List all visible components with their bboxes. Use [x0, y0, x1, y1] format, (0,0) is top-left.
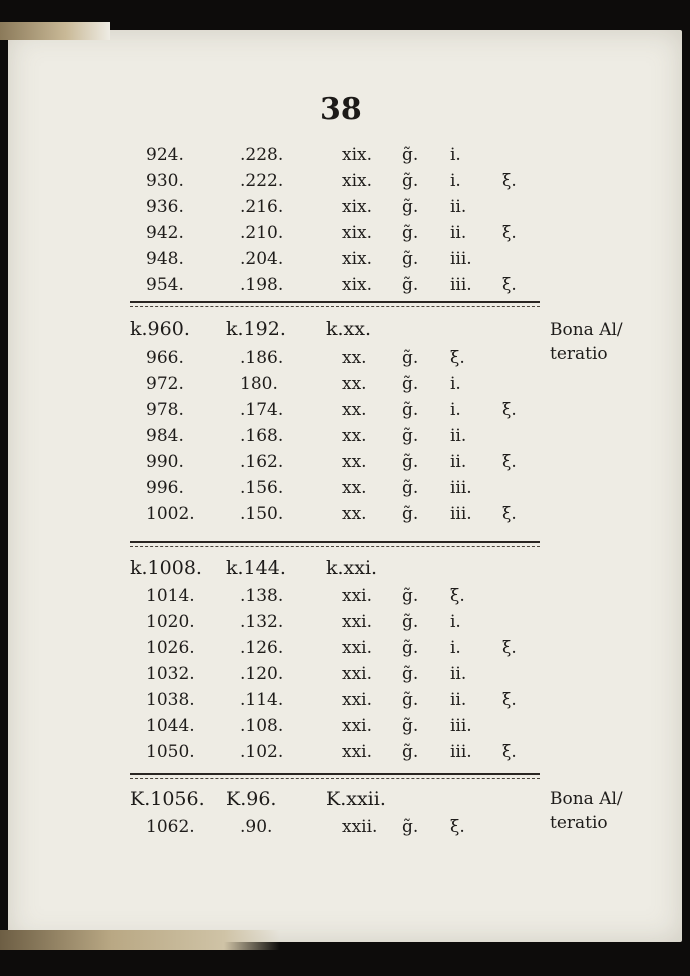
table-cell: xxi. — [342, 742, 373, 762]
table-cell: i. — [450, 171, 461, 191]
table-cell: xxi. — [342, 638, 373, 658]
table-cell: i. — [450, 638, 461, 658]
table-cell: ii. — [450, 664, 467, 684]
table-cell: xix. — [342, 275, 373, 295]
table-cell: g̃. — [402, 223, 419, 243]
rule-1 — [130, 301, 540, 303]
table-cell: g̃. — [402, 664, 419, 684]
table-cell: 930. — [146, 171, 184, 191]
table-cell: g̃. — [402, 452, 419, 472]
table-cell: xx. — [342, 348, 367, 368]
table-cell: k.192. — [226, 318, 286, 340]
table-cell: g̃. — [402, 612, 419, 632]
table-cell: ii. — [450, 426, 467, 446]
table-cell: g̃. — [402, 716, 419, 736]
table-cell: xix. — [342, 249, 373, 269]
table-cell: iii. — [450, 249, 472, 269]
table-cell: g̃. — [402, 400, 419, 420]
table-cell: K.96. — [226, 788, 277, 810]
table-cell: 1032. — [146, 664, 195, 684]
table-cell: xxi. — [342, 716, 373, 736]
table-cell: .126. — [240, 638, 284, 658]
table-cell: i. — [450, 374, 461, 394]
table-cell: g̃. — [402, 348, 419, 368]
table-cell: 990. — [146, 452, 184, 472]
table-cell: xxi. — [342, 690, 373, 710]
table-cell: .210. — [240, 223, 284, 243]
table-cell: 924. — [146, 145, 184, 165]
table-cell: 1038. — [146, 690, 195, 710]
table-cell: xix. — [342, 223, 373, 243]
table-cell: g̃. — [402, 275, 419, 295]
table-cell: 180. — [240, 374, 278, 394]
table-cell: .156. — [240, 478, 284, 498]
table-cell: iii. — [450, 716, 472, 736]
table-cell: .162. — [240, 452, 284, 472]
table-cell: .138. — [240, 586, 284, 606]
table-cell: 942. — [146, 223, 184, 243]
margin-note-2-line2: teratio — [550, 813, 608, 833]
table-cell: 1062. — [146, 817, 195, 837]
table-cell: ii. — [450, 223, 467, 243]
table-cell: g̃. — [402, 638, 419, 658]
page-number: 38 — [320, 92, 362, 127]
table-cell: g̃. — [402, 145, 419, 165]
table-cell: g̃. — [402, 478, 419, 498]
table-cell: 948. — [146, 249, 184, 269]
table-cell: ii. — [450, 690, 467, 710]
table-cell: .198. — [240, 275, 284, 295]
table-cell: g̃. — [402, 742, 419, 762]
table-cell: xx. — [342, 426, 367, 446]
table-cell: xix. — [342, 145, 373, 165]
table-cell: 996. — [146, 478, 184, 498]
table-cell: xx. — [342, 452, 367, 472]
table-cell: iii. — [450, 275, 472, 295]
table-cell: .186. — [240, 348, 284, 368]
table-cell: xix. — [342, 171, 373, 191]
table-cell: xxi. — [342, 612, 373, 632]
table-cell: 966. — [146, 348, 184, 368]
table-cell: .102. — [240, 742, 284, 762]
table-cell: .228. — [240, 145, 284, 165]
margin-note-1-line2: teratio — [550, 344, 608, 364]
table-cell: g̃. — [402, 690, 419, 710]
table-cell: xx. — [342, 400, 367, 420]
table-cell: ξ. — [502, 223, 517, 243]
table-cell: xxii. — [342, 817, 378, 837]
table-cell: ξ. — [502, 690, 517, 710]
table-cell: ξ. — [450, 348, 465, 368]
table-cell: 1026. — [146, 638, 195, 658]
table-cell: ii. — [450, 452, 467, 472]
margin-note-2 — [550, 787, 623, 835]
table-cell: iii. — [450, 504, 472, 524]
table-cell: iii. — [450, 742, 472, 762]
rule-2 — [130, 541, 540, 543]
table-cell: 972. — [146, 374, 184, 394]
table-cell: K.1056. — [130, 788, 205, 810]
table-cell: i. — [450, 612, 461, 632]
table-cell: ξ. — [502, 452, 517, 472]
table-cell: g̃. — [402, 197, 419, 217]
table-cell: ξ. — [502, 400, 517, 420]
margin-note-2-line1: Bona Al/ — [550, 789, 623, 809]
table-cell: .120. — [240, 664, 284, 684]
table-cell: .132. — [240, 612, 284, 632]
margin-note-1 — [550, 318, 623, 366]
table-cell: k.960. — [130, 318, 190, 340]
table-cell: ξ. — [502, 504, 517, 524]
table-cell: xx. — [342, 504, 367, 524]
table-cell: iii. — [450, 478, 472, 498]
table-cell: .216. — [240, 197, 284, 217]
margin-note-1-line1: Bona Al/ — [550, 320, 623, 340]
table-cell: .174. — [240, 400, 284, 420]
table-cell: xx. — [342, 478, 367, 498]
table-cell: xxi. — [342, 586, 373, 606]
table-cell: k.xxi. — [326, 557, 378, 579]
table-cell: g̃. — [402, 586, 419, 606]
table-cell: .222. — [240, 171, 284, 191]
table-cell: ξ. — [502, 275, 517, 295]
table-cell: 1020. — [146, 612, 195, 632]
table-cell: ξ. — [450, 817, 465, 837]
table-cell: g̃. — [402, 171, 419, 191]
table-cell: 1014. — [146, 586, 195, 606]
table-cell: 1044. — [146, 716, 195, 736]
table-cell: ξ. — [502, 171, 517, 191]
table-cell: xix. — [342, 197, 373, 217]
table-cell: K.xxii. — [326, 788, 386, 810]
table-cell: .114. — [240, 690, 284, 710]
table-cell: k.1008. — [130, 557, 202, 579]
table-cell: g̃. — [402, 426, 419, 446]
table-cell: .108. — [240, 716, 284, 736]
table-cell: k.144. — [226, 557, 286, 579]
table-cell: g̃. — [402, 374, 419, 394]
table-cell: g̃. — [402, 817, 419, 837]
rule-3 — [130, 773, 540, 775]
table-cell: 1050. — [146, 742, 195, 762]
table-cell: .168. — [240, 426, 284, 446]
book-edge-top — [0, 22, 110, 40]
table-cell: ξ. — [502, 638, 517, 658]
table-cell: 936. — [146, 197, 184, 217]
table-cell: k.xx. — [326, 318, 372, 340]
table-cell: 1002. — [146, 504, 195, 524]
table-cell: ξ. — [502, 742, 517, 762]
table-cell: .204. — [240, 249, 284, 269]
table-cell: 984. — [146, 426, 184, 446]
table-cell: ξ. — [450, 586, 465, 606]
table-cell: xx. — [342, 374, 367, 394]
table-cell: xxi. — [342, 664, 373, 684]
table-cell: .150. — [240, 504, 284, 524]
table-cell: g̃. — [402, 504, 419, 524]
book-edge-bottom — [0, 930, 280, 950]
table-cell: ii. — [450, 197, 467, 217]
table-cell: i. — [450, 400, 461, 420]
table-cell: .90. — [240, 817, 273, 837]
table-cell: g̃. — [402, 249, 419, 269]
table-cell: 978. — [146, 400, 184, 420]
table-cell: 954. — [146, 275, 184, 295]
table-cell: i. — [450, 145, 461, 165]
